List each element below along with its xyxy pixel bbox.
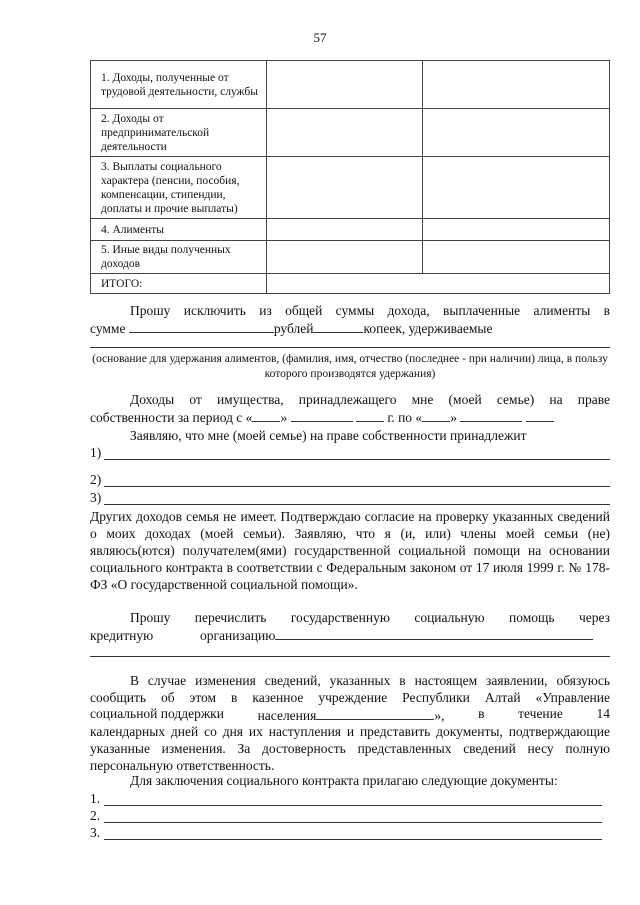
income-cell[interactable]	[267, 219, 423, 241]
table-row	[91, 157, 610, 219]
table-row	[91, 274, 610, 294]
income-cell[interactable]	[423, 61, 610, 109]
transfer-line2: кредитную организацию	[90, 626, 610, 644]
page-number: 57	[313, 30, 327, 45]
income-cell[interactable]	[267, 109, 423, 157]
period-from-year[interactable]	[356, 408, 384, 422]
table-row	[91, 109, 610, 157]
income-table	[90, 60, 610, 294]
obligation-line: социальной поддержки населения », в течение 14	[90, 706, 610, 723]
transfer-line1: Прошу перечислить государственную социальную помощь через	[130, 610, 610, 625]
rub-label: рублей	[273, 321, 314, 336]
total-cell[interactable]	[267, 274, 423, 294]
income-row-label: 1. Доходы, полученные от трудовой деятельности, службы	[91, 61, 267, 109]
consent-text: Других доходов семья не имеет. Подтверждаю согласие на проверку указанных сведений о моих доходах (моей семьи). Заявляю, что я (и, или) члены моей семьи (не) являюсь(ются) получателем(ями) государственной социальной помощи на основании социального контракта в соответствии с Федеральным законом от 17 июля 1999 г. № 178-ФЗ «О государственной социальной помощи».	[90, 509, 610, 592]
bank-line[interactable]	[90, 656, 610, 657]
department-field[interactable]	[316, 706, 434, 720]
property-declare: Заявляю, что мне (моей семье) на праве собственности принадлежит	[130, 428, 527, 443]
sum-field[interactable]	[129, 319, 274, 333]
obligation-p1: В случае изменения сведений, указанных в настоящем заявлении, обязуюсь сообщить об этом в казенное учреждение Республики Алтай «Управление	[90, 673, 610, 705]
income-row-label: 4. Алименты	[91, 219, 267, 241]
period-to-day[interactable]	[422, 408, 450, 422]
kop-label: копеек, удерживаемые	[363, 321, 493, 336]
total-cell[interactable]	[423, 274, 610, 294]
income-cell[interactable]	[423, 219, 610, 241]
income-cell[interactable]	[267, 157, 423, 219]
bank-field[interactable]	[275, 626, 593, 640]
period-from-month[interactable]	[291, 408, 353, 422]
basis-line[interactable]	[90, 347, 610, 348]
alimony-line1: Прошу исключить из общей суммы дохода, выплаченные алименты в	[130, 303, 610, 318]
property-line1: Доходы от имущества, принадлежащего мне (моей семье) на праве	[130, 392, 610, 407]
period-from-day[interactable]	[252, 408, 280, 422]
income-row-label: 2. Доходы от предпринимательской деятельности	[91, 109, 267, 157]
property-item[interactable]: 1)	[90, 445, 610, 461]
sum-label: сумме	[90, 321, 126, 336]
total-label: ИТОГО:	[91, 274, 267, 294]
property-item[interactable]: 2)	[90, 472, 610, 488]
kop-field[interactable]	[313, 319, 363, 333]
income-row-label: 5. Иные виды полученных доходов	[91, 241, 267, 274]
income-cell[interactable]	[423, 157, 610, 219]
obligation-p2: календарных дней со дня их наступления и представить документы, подтверждающие указанные изменения. За достоверность представленных сведений несу полную персональную ответственность.	[90, 724, 610, 773]
property-period: собственности за период с « » г. по « »	[90, 408, 610, 426]
alimony-line2	[90, 319, 610, 337]
document-item[interactable]: 3.	[90, 825, 610, 841]
table-row	[91, 219, 610, 241]
income-cell[interactable]	[267, 241, 423, 274]
income-cell[interactable]	[423, 241, 610, 274]
basis-note: (основание для удержания алиментов, (фамилия, имя, отчество (последнее - при наличии) лица, в пользу которого производятся удержания)	[92, 353, 608, 380]
income-cell[interactable]	[423, 109, 610, 157]
property-item[interactable]: 3)	[90, 490, 610, 506]
document-item[interactable]: 2.	[90, 808, 610, 824]
document-item[interactable]: 1.	[90, 791, 610, 807]
documents-intro: Для заключения социального контракта прилагаю следующие документы:	[130, 773, 558, 788]
income-row-label: 3. Выплаты социального характера (пенсии, пособия, компенсации, стипендии, доплаты и прочие выплаты)	[91, 157, 267, 219]
table-row	[91, 241, 610, 274]
table-row	[91, 61, 610, 109]
period-to-year[interactable]	[526, 408, 554, 422]
period-to-month[interactable]	[460, 408, 522, 422]
income-cell[interactable]	[267, 61, 423, 109]
